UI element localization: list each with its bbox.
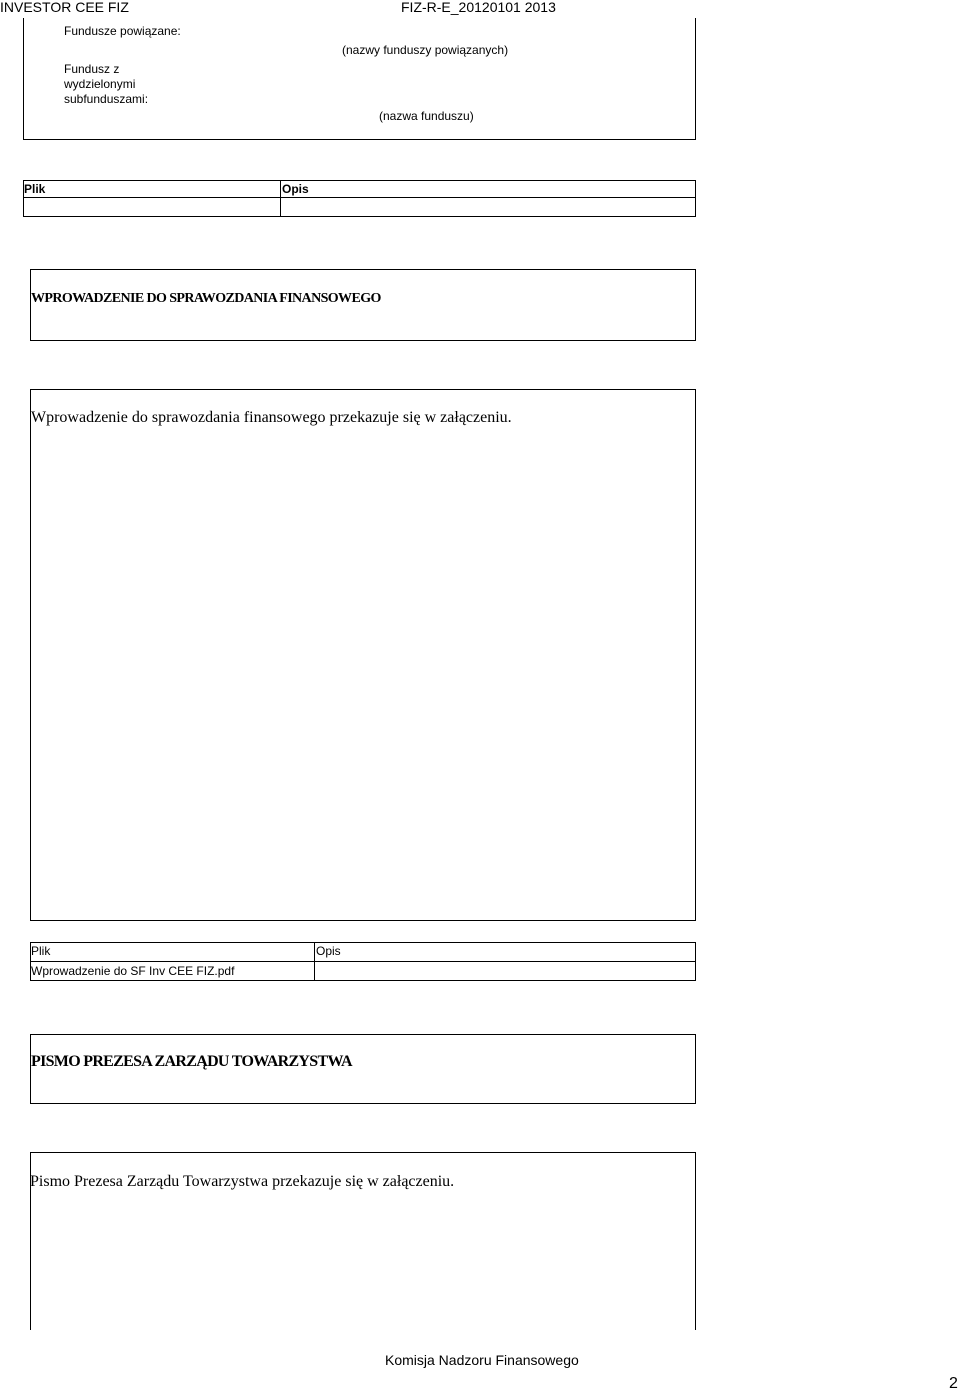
section2-body-right-border (695, 1152, 696, 1330)
table1-header-file: Plik (24, 182, 46, 196)
funds-box-left-border (23, 18, 24, 140)
funds-box-right-border (695, 18, 696, 140)
table2-header-desc: Opis (316, 944, 341, 958)
table2-header-file: Plik (31, 944, 51, 958)
section2-body-text: Pismo Prezesa Zarządu Towarzystwa przekazuje się w załączeniu. (30, 1173, 455, 1190)
attachments-table-1-col-divider (280, 180, 281, 217)
attachments-table-2-row-divider (30, 961, 696, 962)
subfund-label-line3: subfunduszami: (64, 92, 149, 106)
attachments-table-2-col-divider (314, 942, 315, 981)
table1-header-desc: Opis (282, 182, 309, 196)
funds-box-bottom-border (23, 139, 696, 140)
subfund-label-line2: wydzielonymi (64, 77, 136, 91)
related-funds-label: Fundusze powiązane: (64, 24, 181, 38)
header-form-code: FIZ-R-E_20120101 2013 (401, 0, 556, 15)
section1-body-box (30, 389, 696, 921)
header-left-title: INVESTOR CEE FIZ (0, 0, 129, 15)
subfund-hint: (nazwa funduszu) (379, 109, 474, 123)
attachments-table-1-row-divider (23, 197, 696, 198)
table2-file-link[interactable]: Wprowadzenie do SF Inv CEE FIZ.pdf (31, 964, 235, 978)
related-funds-hint: (nazwy funduszy powiązanych) (342, 43, 509, 57)
attachments-table-1 (23, 180, 696, 217)
section2-body-top-border (30, 1152, 696, 1153)
section1-body-text: Wprowadzenie do sprawozdania finansowego przekazuje się w załączeniu. (31, 409, 512, 426)
page-number: 2 (949, 1375, 958, 1392)
section1-title: WPROWADZENIE DO SPRAWOZDANIA FINANSOWEGO (31, 291, 381, 306)
section2-title: PISMO PREZESA ZARZĄDU TOWARZYSTWA (31, 1053, 352, 1070)
subfund-label-line1: Fundusz z (64, 62, 120, 76)
footer-organization: Komisja Nadzoru Finansowego (385, 1352, 579, 1368)
